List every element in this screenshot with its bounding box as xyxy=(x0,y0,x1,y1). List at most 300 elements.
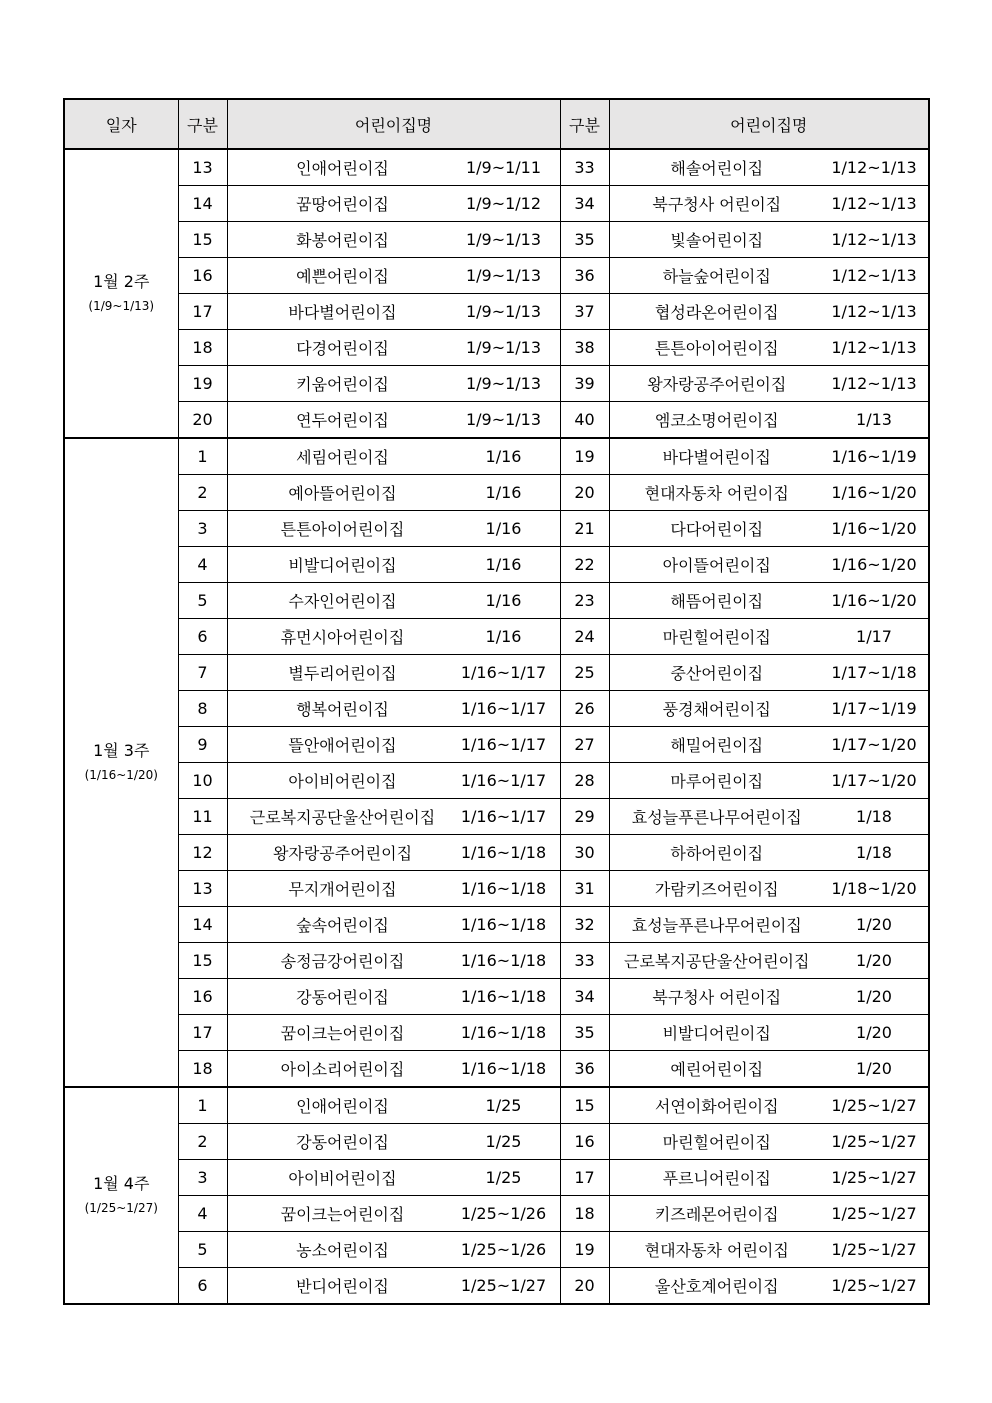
left-division-number: 18 xyxy=(178,1051,227,1088)
left-daycare-cell xyxy=(227,799,560,835)
right-daycare-cell xyxy=(609,799,929,835)
left-division-number: 10 xyxy=(178,763,227,799)
left-division-number: 17 xyxy=(178,1015,227,1051)
right-daycare-cell xyxy=(609,511,929,547)
right-division-number: 34 xyxy=(560,979,609,1015)
daycare-dates: 1/18~1/20 xyxy=(831,879,917,898)
daycare-dates: 1/16 xyxy=(485,591,522,610)
daycare-dates: 1/18 xyxy=(856,807,892,826)
week-period-cell xyxy=(64,1087,178,1304)
right-division-number: 23 xyxy=(560,583,609,619)
daycare-name: 근로복지공단울산어린이집 xyxy=(624,952,810,971)
daycare-dates: 1/16~1/17 xyxy=(460,807,547,826)
right-daycare-cell xyxy=(609,979,929,1015)
table-row xyxy=(64,547,929,583)
right-daycare-cell xyxy=(609,547,929,583)
right-daycare-cell xyxy=(609,330,929,366)
table-row xyxy=(64,943,929,979)
daycare-dates: 1/25 xyxy=(485,1096,522,1115)
left-division-number: 5 xyxy=(178,1232,227,1268)
left-daycare-cell xyxy=(227,547,560,583)
week-range: (1/16~1/20) xyxy=(84,768,158,783)
left-division-number: 9 xyxy=(178,727,227,763)
daycare-name: 마린힐어린이집 xyxy=(662,1133,771,1152)
left-daycare-cell xyxy=(227,1051,560,1088)
table-row xyxy=(64,258,929,294)
left-daycare-cell xyxy=(227,1232,560,1268)
left-daycare-cell xyxy=(227,979,560,1015)
table-row xyxy=(64,149,929,186)
daycare-name: 송정금강어린이집 xyxy=(280,952,405,971)
left-daycare-cell xyxy=(227,655,560,691)
table-row xyxy=(64,691,929,727)
daycare-name: 현대자동차 어린이집 xyxy=(644,484,789,503)
left-division-number: 15 xyxy=(178,943,227,979)
right-daycare-cell xyxy=(609,149,929,186)
daycare-dates: 1/25 xyxy=(485,1168,522,1187)
daycare-name: 키즈레몬어린이집 xyxy=(654,1205,779,1224)
left-division-number: 11 xyxy=(178,799,227,835)
left-daycare-cell xyxy=(227,438,560,475)
left-division-number: 4 xyxy=(178,1196,227,1232)
daycare-name: 왕자랑공주어린이집 xyxy=(272,844,413,863)
daycare-dates: 1/20 xyxy=(856,1023,892,1042)
right-division-number: 33 xyxy=(560,943,609,979)
right-division-number: 21 xyxy=(560,511,609,547)
daycare-dates: 1/20 xyxy=(856,915,892,934)
table-row xyxy=(64,511,929,547)
daycare-dates: 1/16~1/19 xyxy=(831,447,917,466)
left-division-number: 14 xyxy=(178,186,227,222)
left-daycare-cell xyxy=(227,943,560,979)
left-division-number: 17 xyxy=(178,294,227,330)
week-label: 1월 4주 xyxy=(93,1174,150,1194)
daycare-name: 가람키즈어린이집 xyxy=(654,880,779,899)
left-division-number: 16 xyxy=(178,979,227,1015)
daycare-dates: 1/16~1/20 xyxy=(831,591,917,610)
table-row xyxy=(64,655,929,691)
left-daycare-cell xyxy=(227,691,560,727)
left-division-number: 12 xyxy=(178,835,227,871)
daycare-dates: 1/16~1/20 xyxy=(831,519,917,538)
table-row xyxy=(64,763,929,799)
right-daycare-cell xyxy=(609,871,929,907)
daycare-name: 서연이화어린이집 xyxy=(654,1097,779,1116)
right-daycare-cell xyxy=(609,366,929,402)
right-division-number: 33 xyxy=(560,149,609,186)
table-row xyxy=(64,1015,929,1051)
header-row xyxy=(64,99,929,149)
daycare-name: 푸르니어린이집 xyxy=(662,1169,771,1188)
daycare-dates: 1/16~1/18 xyxy=(460,879,547,898)
table-row xyxy=(64,799,929,835)
right-division-number: 38 xyxy=(560,330,609,366)
daycare-name: 무지개어린이집 xyxy=(288,880,397,899)
daycare-dates: 1/16~1/17 xyxy=(460,735,547,754)
right-division-number: 17 xyxy=(560,1160,609,1196)
daycare-dates: 1/12~1/13 xyxy=(831,302,917,321)
daycare-dates: 1/25~1/27 xyxy=(831,1240,917,1259)
table-row xyxy=(64,222,929,258)
right-daycare-cell xyxy=(609,1160,929,1196)
daycare-name: 반디어린이집 xyxy=(296,1277,389,1296)
daycare-name: 마루어린이집 xyxy=(670,772,764,791)
table-row xyxy=(64,1196,929,1232)
daycare-name: 아이뜰어린이집 xyxy=(662,556,771,575)
header-name-left: 어린이집명 xyxy=(227,99,560,149)
right-division-number: 18 xyxy=(560,1196,609,1232)
daycare-dates: 1/12~1/13 xyxy=(831,194,917,213)
daycare-name: 인애어린이집 xyxy=(296,1097,389,1116)
week-label: 1월 3주 xyxy=(93,741,150,761)
daycare-name: 인애어린이집 xyxy=(296,159,389,178)
left-division-number: 16 xyxy=(178,258,227,294)
right-division-number: 35 xyxy=(560,1015,609,1051)
daycare-dates: 1/17 xyxy=(856,627,892,646)
right-division-number: 25 xyxy=(560,655,609,691)
left-division-number: 6 xyxy=(178,619,227,655)
left-daycare-cell xyxy=(227,619,560,655)
right-division-number: 37 xyxy=(560,294,609,330)
table-row xyxy=(64,1268,929,1305)
right-division-number: 34 xyxy=(560,186,609,222)
left-division-number: 13 xyxy=(178,871,227,907)
table-row xyxy=(64,330,929,366)
table-row xyxy=(64,475,929,511)
right-division-number: 16 xyxy=(560,1124,609,1160)
header-date: 일자 xyxy=(64,99,178,149)
daycare-dates: 1/12~1/13 xyxy=(831,266,917,285)
right-division-number: 15 xyxy=(560,1087,609,1124)
left-division-number: 3 xyxy=(178,1160,227,1196)
daycare-name: 협성라온어린이집 xyxy=(654,303,779,322)
week-period-cell xyxy=(64,438,178,1087)
right-division-number: 32 xyxy=(560,907,609,943)
right-daycare-cell xyxy=(609,655,929,691)
daycare-name: 세림어린이집 xyxy=(296,448,389,467)
week-range: (1/9~1/13) xyxy=(88,299,155,314)
left-daycare-cell xyxy=(227,1196,560,1232)
daycare-name: 꿈땅어린이집 xyxy=(296,195,389,214)
table-row xyxy=(64,366,929,402)
daycare-name: 아이비어린이집 xyxy=(288,772,397,791)
right-daycare-cell xyxy=(609,727,929,763)
daycare-dates: 1/9~1/13 xyxy=(465,266,542,285)
daycare-name: 북구청사 어린이집 xyxy=(652,988,782,1007)
right-daycare-cell xyxy=(609,258,929,294)
daycare-name: 현대자동차 어린이집 xyxy=(644,1241,789,1260)
right-division-number: 35 xyxy=(560,222,609,258)
left-daycare-cell xyxy=(227,1124,560,1160)
week-range: (1/25~1/27) xyxy=(84,1201,158,1216)
right-daycare-cell xyxy=(609,763,929,799)
daycare-dates: 1/16~1/17 xyxy=(460,663,547,682)
right-division-number: 28 xyxy=(560,763,609,799)
header-name-right: 어린이집명 xyxy=(609,99,929,149)
daycare-name: 비발디어린이집 xyxy=(662,1024,771,1043)
daycare-name: 튼튼아이어린이집 xyxy=(654,339,779,358)
daycare-dates: 1/25~1/27 xyxy=(831,1204,917,1223)
daycare-dates: 1/16~1/17 xyxy=(460,771,547,790)
daycare-name: 농소어린이집 xyxy=(296,1241,389,1260)
daycare-dates: 1/16~1/18 xyxy=(460,843,547,862)
left-division-number: 5 xyxy=(178,583,227,619)
daycare-dates: 1/20 xyxy=(856,1059,892,1078)
right-daycare-cell xyxy=(609,907,929,943)
left-daycare-cell xyxy=(227,1087,560,1124)
daycare-name: 울산호계어린이집 xyxy=(654,1277,779,1296)
daycare-dates: 1/25~1/27 xyxy=(831,1168,917,1187)
daycare-name: 행복어린이집 xyxy=(296,700,389,719)
table-body xyxy=(64,149,929,1304)
right-daycare-cell xyxy=(609,402,929,439)
daycare-name: 해밀어린이집 xyxy=(670,736,764,755)
daycare-name: 키움어린이집 xyxy=(296,375,389,394)
daycare-name: 예아뜰어린이집 xyxy=(288,484,397,503)
left-division-number: 1 xyxy=(178,1087,227,1124)
left-daycare-cell xyxy=(227,1268,560,1305)
daycare-dates: 1/25~1/26 xyxy=(460,1240,547,1259)
left-daycare-cell xyxy=(227,258,560,294)
left-daycare-cell xyxy=(227,186,560,222)
daycare-dates: 1/16 xyxy=(485,519,522,538)
daycare-dates: 1/16 xyxy=(485,447,522,466)
left-daycare-cell xyxy=(227,1160,560,1196)
daycare-name: 다다어린이집 xyxy=(670,520,764,539)
daycare-name: 아이소리어린이집 xyxy=(280,1060,405,1079)
left-daycare-cell xyxy=(227,835,560,871)
daycare-dates: 1/16~1/18 xyxy=(460,915,547,934)
left-division-number: 4 xyxy=(178,547,227,583)
daycare-dates: 1/16 xyxy=(485,627,522,646)
right-division-number: 22 xyxy=(560,547,609,583)
daycare-dates: 1/12~1/13 xyxy=(831,230,917,249)
right-division-number: 29 xyxy=(560,799,609,835)
right-daycare-cell xyxy=(609,583,929,619)
table-row xyxy=(64,1051,929,1088)
left-daycare-cell xyxy=(227,330,560,366)
daycare-dates: 1/9~1/13 xyxy=(465,230,542,249)
right-division-number: 36 xyxy=(560,258,609,294)
right-division-number: 40 xyxy=(560,402,609,439)
daycare-dates: 1/17~1/20 xyxy=(831,735,917,754)
right-daycare-cell xyxy=(609,943,929,979)
right-daycare-cell xyxy=(609,438,929,475)
right-daycare-cell xyxy=(609,1196,929,1232)
left-division-number: 3 xyxy=(178,511,227,547)
left-division-number: 6 xyxy=(178,1268,227,1305)
daycare-dates: 1/16~1/17 xyxy=(460,699,547,718)
right-division-number: 36 xyxy=(560,1051,609,1088)
right-daycare-cell xyxy=(609,1124,929,1160)
left-division-number: 14 xyxy=(178,907,227,943)
table-row xyxy=(64,402,929,439)
daycare-name: 예쁜어린이집 xyxy=(296,267,389,286)
daycare-name: 해뜸어린이집 xyxy=(670,592,764,611)
left-division-number: 8 xyxy=(178,691,227,727)
table-row xyxy=(64,438,929,475)
left-division-number: 2 xyxy=(178,475,227,511)
daycare-name: 비발디어린이집 xyxy=(288,556,397,575)
right-division-number: 19 xyxy=(560,438,609,475)
daycare-name: 근로복지공단울산어린이집 xyxy=(249,808,436,827)
daycare-dates: 1/20 xyxy=(856,951,892,970)
week-label: 1월 2주 xyxy=(93,272,150,292)
daycare-dates: 1/12~1/13 xyxy=(831,374,917,393)
daycare-dates: 1/9~1/13 xyxy=(465,338,542,357)
daycare-dates: 1/25~1/27 xyxy=(831,1096,917,1115)
daycare-dates: 1/18 xyxy=(856,843,892,862)
daycare-name: 중산어린이집 xyxy=(670,664,764,683)
left-daycare-cell xyxy=(227,149,560,186)
daycare-name: 예린어린이집 xyxy=(670,1060,764,1079)
table-row xyxy=(64,835,929,871)
daycare-dates: 1/25 xyxy=(485,1132,522,1151)
right-daycare-cell xyxy=(609,691,929,727)
right-daycare-cell xyxy=(609,1087,929,1124)
left-division-number: 13 xyxy=(178,149,227,186)
left-daycare-cell xyxy=(227,366,560,402)
table-row xyxy=(64,1124,929,1160)
left-daycare-cell xyxy=(227,402,560,439)
table-row xyxy=(64,1087,929,1124)
table-row xyxy=(64,1232,929,1268)
daycare-name: 효성늘푸른나무어린이집 xyxy=(631,916,802,935)
table-row xyxy=(64,294,929,330)
daycare-dates: 1/16~1/20 xyxy=(831,483,917,502)
daycare-dates: 1/17~1/20 xyxy=(831,771,917,790)
daycare-name: 하늘숲어린이집 xyxy=(662,267,771,286)
right-division-number: 19 xyxy=(560,1232,609,1268)
left-daycare-cell xyxy=(227,475,560,511)
table-row xyxy=(64,619,929,655)
left-division-number: 2 xyxy=(178,1124,227,1160)
right-daycare-cell xyxy=(609,835,929,871)
daycare-dates: 1/9~1/13 xyxy=(465,410,542,429)
left-division-number: 19 xyxy=(178,366,227,402)
left-daycare-cell xyxy=(227,583,560,619)
daycare-dates: 1/20 xyxy=(856,987,892,1006)
daycare-name: 풍경채어린이집 xyxy=(662,700,771,719)
left-division-number: 1 xyxy=(178,438,227,475)
table-row xyxy=(64,186,929,222)
daycare-dates: 1/12~1/13 xyxy=(831,338,917,357)
daycare-dates: 1/13 xyxy=(856,410,892,429)
daycare-name: 바다별어린이집 xyxy=(662,448,771,467)
daycare-name: 강동어린이집 xyxy=(296,988,389,1007)
header-division-right: 구분 xyxy=(560,99,609,149)
header-division-left: 구분 xyxy=(178,99,227,149)
daycare-dates: 1/25~1/27 xyxy=(831,1276,917,1295)
daycare-name: 엠코소명어린이집 xyxy=(654,411,779,430)
left-division-number: 18 xyxy=(178,330,227,366)
daycare-name: 해솔어린이집 xyxy=(670,159,764,178)
right-daycare-cell xyxy=(609,1232,929,1268)
daycare-dates: 1/16 xyxy=(485,483,522,502)
right-division-number: 26 xyxy=(560,691,609,727)
daycare-name: 마린힐어린이집 xyxy=(662,628,771,647)
week-period-cell xyxy=(64,149,178,438)
daycare-name: 별두리어린이집 xyxy=(288,664,397,683)
right-daycare-cell xyxy=(609,1268,929,1305)
left-daycare-cell xyxy=(227,907,560,943)
daycare-dates: 1/9~1/11 xyxy=(465,158,542,177)
table-row xyxy=(64,1160,929,1196)
right-daycare-cell xyxy=(609,619,929,655)
right-division-number: 20 xyxy=(560,475,609,511)
daycare-dates: 1/17~1/19 xyxy=(831,699,917,718)
left-daycare-cell xyxy=(227,763,560,799)
daycare-name: 휴먼시아어린이집 xyxy=(280,628,405,647)
right-division-number: 27 xyxy=(560,727,609,763)
left-daycare-cell xyxy=(227,727,560,763)
daycare-name: 빛솔어린이집 xyxy=(670,231,764,250)
daycare-name: 강동어린이집 xyxy=(296,1133,389,1152)
daycare-dates: 1/9~1/13 xyxy=(465,374,542,393)
daycare-name: 하하어린이집 xyxy=(670,844,764,863)
left-daycare-cell xyxy=(227,222,560,258)
daycare-name: 꿈이크는어린이집 xyxy=(280,1205,405,1224)
daycare-name: 왕자랑공주어린이집 xyxy=(647,375,787,394)
schedule-table xyxy=(63,98,930,1305)
daycare-name: 튼튼아이어린이집 xyxy=(280,520,405,539)
daycare-name: 바다별어린이집 xyxy=(288,303,397,322)
right-daycare-cell xyxy=(609,294,929,330)
daycare-dates: 1/16~1/18 xyxy=(460,1023,547,1042)
daycare-dates: 1/16 xyxy=(485,555,522,574)
right-daycare-cell xyxy=(609,1015,929,1051)
daycare-name: 북구청사 어린이집 xyxy=(652,195,782,214)
right-daycare-cell xyxy=(609,186,929,222)
daycare-dates: 1/25~1/27 xyxy=(460,1276,547,1295)
right-division-number: 31 xyxy=(560,871,609,907)
right-daycare-cell xyxy=(609,475,929,511)
right-daycare-cell xyxy=(609,1051,929,1088)
daycare-dates: 1/16~1/18 xyxy=(460,1059,547,1078)
daycare-dates: 1/25~1/26 xyxy=(460,1204,547,1223)
daycare-dates: 1/16~1/18 xyxy=(460,951,547,970)
left-daycare-cell xyxy=(227,511,560,547)
daycare-name: 연두어린이집 xyxy=(296,411,389,430)
daycare-name: 아이비어린이집 xyxy=(288,1169,397,1188)
left-daycare-cell xyxy=(227,294,560,330)
left-daycare-cell xyxy=(227,871,560,907)
daycare-name: 뜰안애어린이집 xyxy=(288,736,397,755)
right-division-number: 39 xyxy=(560,366,609,402)
left-division-number: 20 xyxy=(178,402,227,439)
daycare-name: 효성늘푸른나무어린이집 xyxy=(631,808,802,827)
table-row xyxy=(64,871,929,907)
daycare-dates: 1/16~1/18 xyxy=(460,987,547,1006)
table-row xyxy=(64,979,929,1015)
left-division-number: 7 xyxy=(178,655,227,691)
daycare-name: 화봉어린이집 xyxy=(296,231,389,250)
daycare-name: 숲속어린이집 xyxy=(296,916,389,935)
right-division-number: 20 xyxy=(560,1268,609,1305)
right-daycare-cell xyxy=(609,222,929,258)
left-division-number: 15 xyxy=(178,222,227,258)
table-row xyxy=(64,583,929,619)
daycare-dates: 1/9~1/13 xyxy=(465,302,542,321)
daycare-dates: 1/12~1/13 xyxy=(831,158,917,177)
daycare-dates: 1/25~1/27 xyxy=(831,1132,917,1151)
daycare-name: 수자인어린이집 xyxy=(288,592,397,611)
left-daycare-cell xyxy=(227,1015,560,1051)
daycare-dates: 1/16~1/20 xyxy=(831,555,917,574)
daycare-name: 꿈이크는어린이집 xyxy=(280,1024,405,1043)
daycare-dates: 1/17~1/18 xyxy=(831,663,917,682)
right-division-number: 30 xyxy=(560,835,609,871)
